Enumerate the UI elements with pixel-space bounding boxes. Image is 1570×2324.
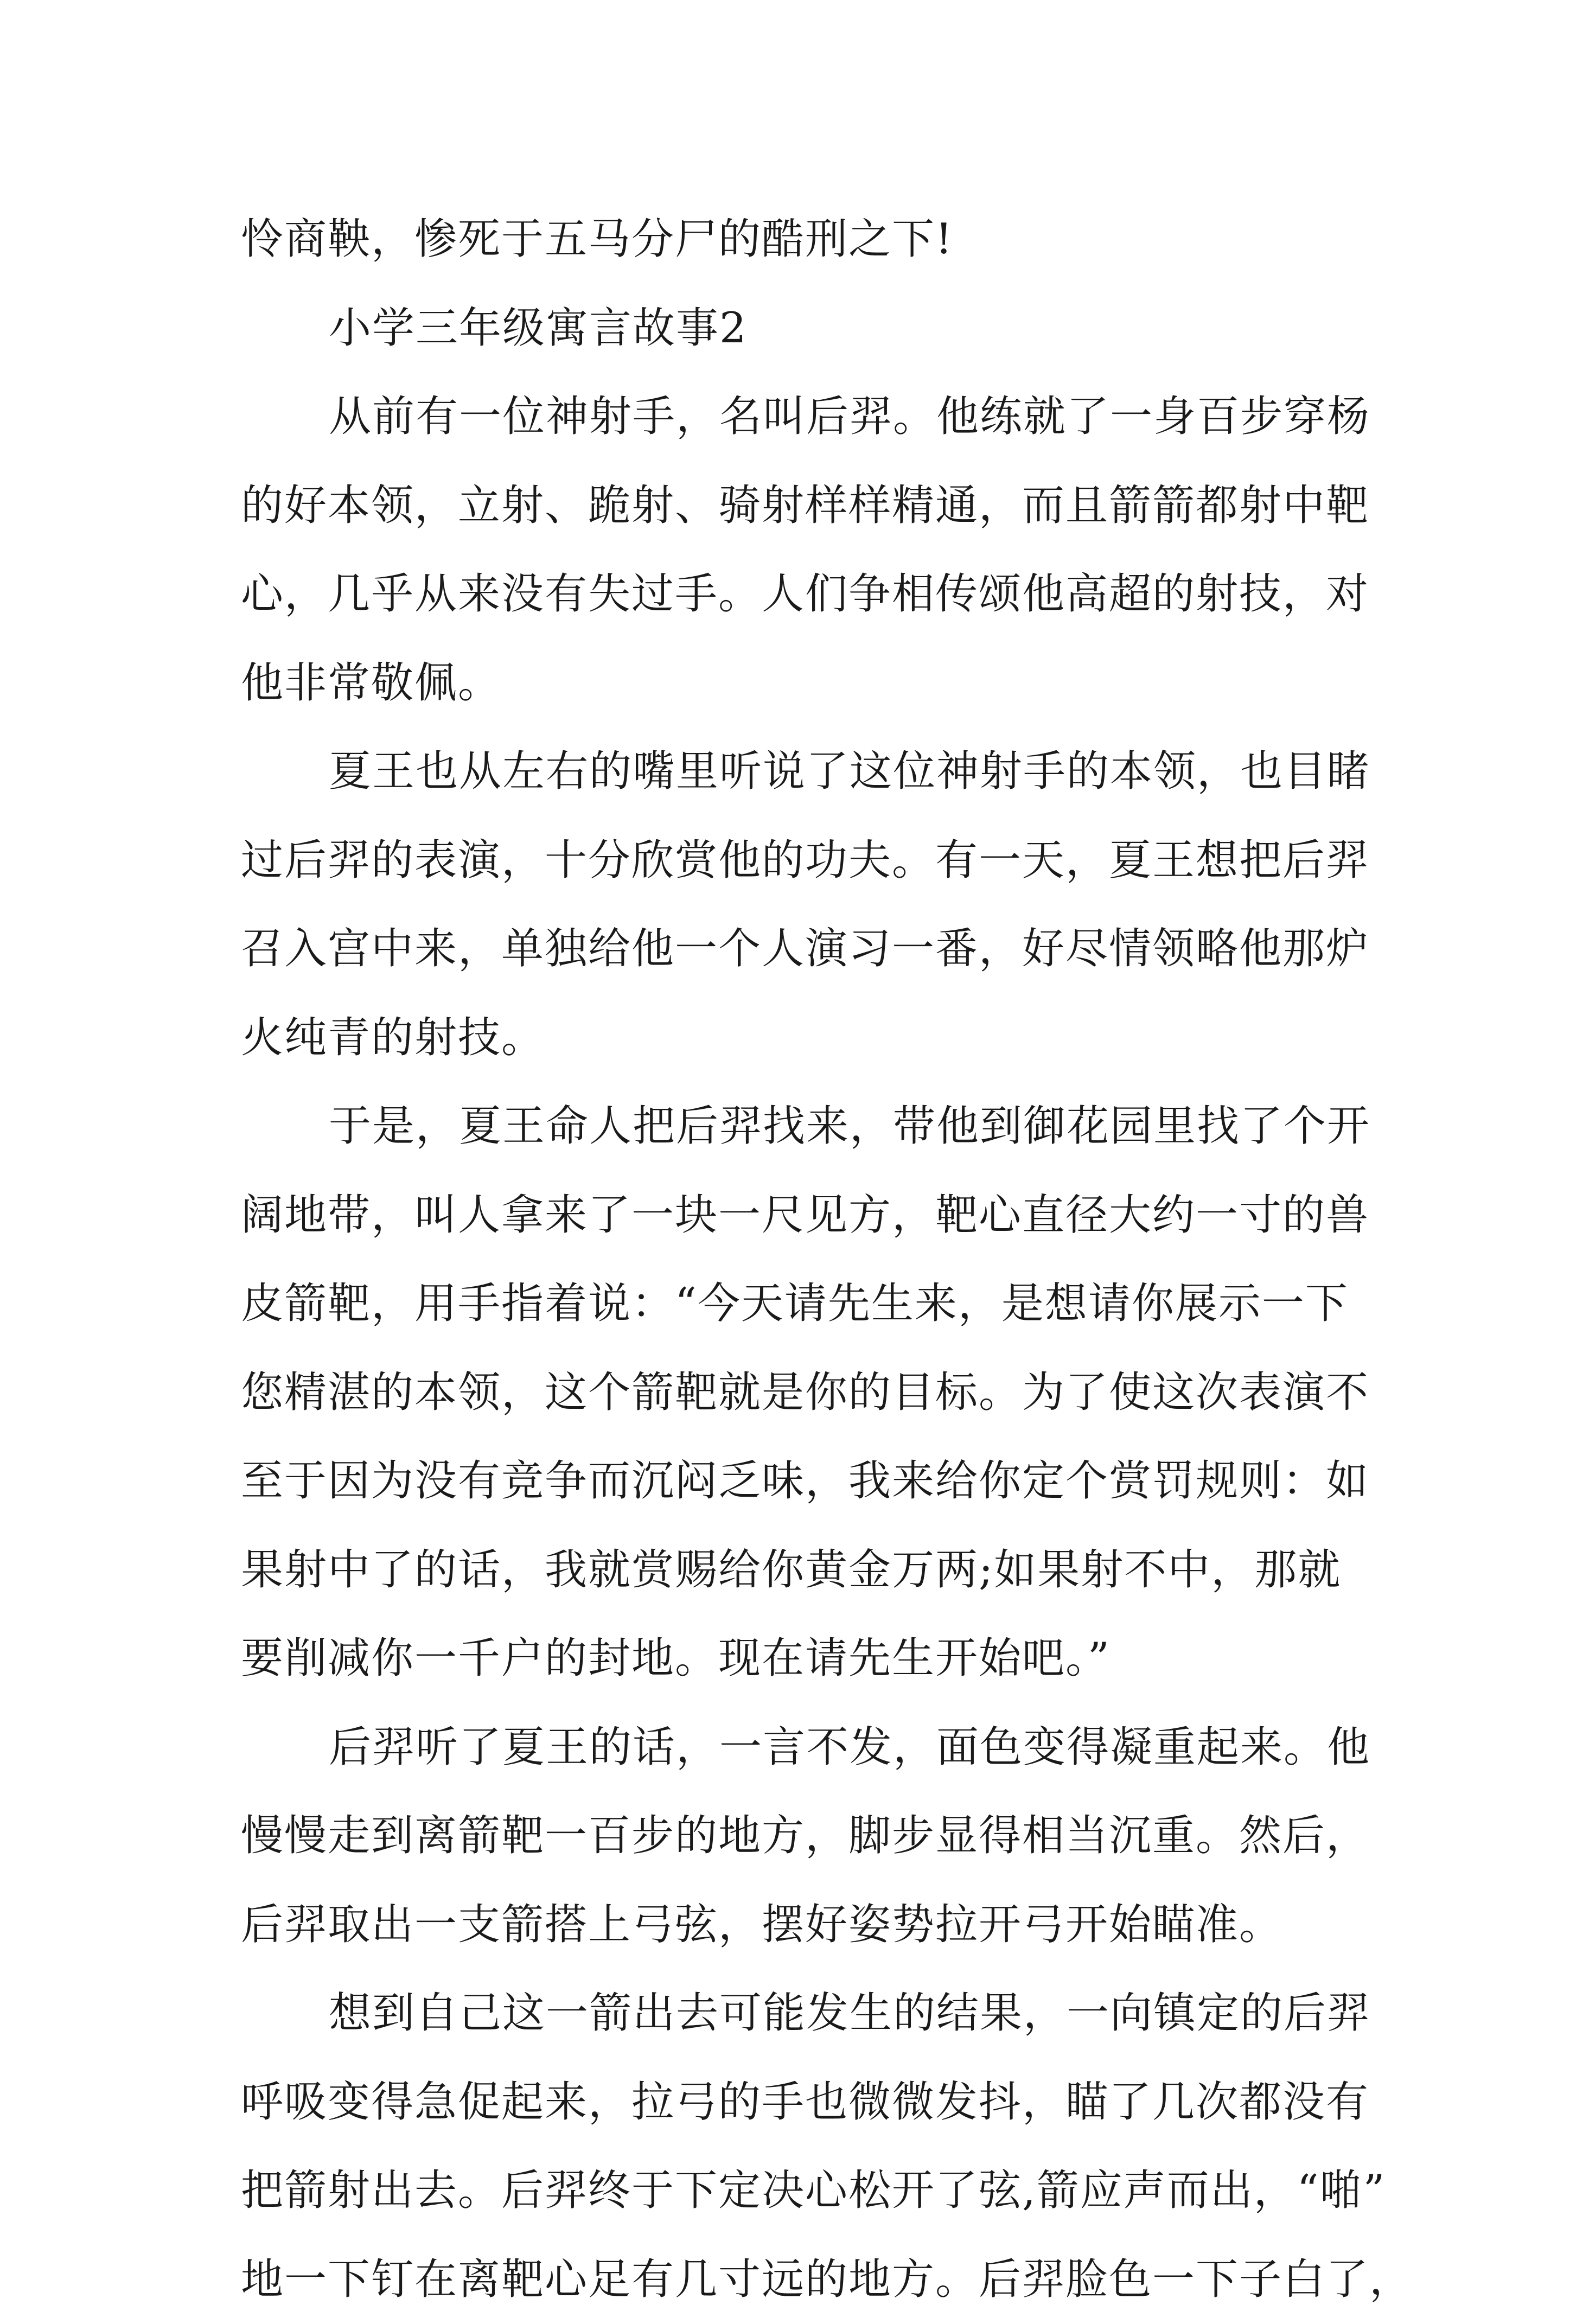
text-line: 过后羿的表演，十分欣赏他的功夫。有一天，夏王想把后羿 xyxy=(241,816,1348,905)
text-line: 火纯青的射技。 xyxy=(241,994,1348,1083)
text-line: 至于因为没有竞争而沉闷乏味，我来给你定个赏罚规则：如 xyxy=(241,1437,1348,1526)
text-line: 怜商鞅，惨死于五马分尸的酷刑之下! xyxy=(241,195,1348,284)
text-line: 果射中了的话，我就赏赐给你黄金万两;如果射不中，那就 xyxy=(241,1526,1348,1615)
text-line: 心，几乎从来没有失过手。人们争相传颂他高超的射技，对 xyxy=(241,550,1348,639)
text-line: 把箭射出去。后羿终于下定决心松开了弦,箭应声而出，“啪” xyxy=(241,2147,1348,2236)
text-line: 从前有一位神射手，名叫后羿。他练就了一身百步穿杨 xyxy=(241,373,1348,462)
text-line: 后羿取出一支箭搭上弓弦，摆好姿势拉开弓开始瞄准。 xyxy=(241,1881,1348,1970)
text-line: 想到自己这一箭出去可能发生的结果，一向镇定的后羿 xyxy=(241,1969,1348,2058)
text-line: 他非常敬佩。 xyxy=(241,639,1348,728)
text-line: 地一下钉在离靶心足有几寸远的地方。后羿脸色一下子白了， xyxy=(241,2236,1348,2324)
text-line: 召入宫中来，单独给他一个人演习一番，好尽情领略他那炉 xyxy=(241,905,1348,994)
text-line: 后羿听了夏王的话，一言不发，面色变得凝重起来。他 xyxy=(241,1703,1348,1792)
text-line: 夏王也从左右的嘴里听说了这位神射手的本领，也目睹 xyxy=(241,727,1348,816)
text-line: 的好本领，立射、跪射、骑射样样精通，而且箭箭都射中靶 xyxy=(241,462,1348,551)
document-body xyxy=(241,195,1348,2324)
text-line: 慢慢走到离箭靶一百步的地方，脚步显得相当沉重。然后， xyxy=(241,1792,1348,1881)
section-heading: 小学三年级寓言故事2 xyxy=(241,284,1348,373)
text-line: 皮箭靶，用手指着说：“今天请先生来，是想请你展示一下 xyxy=(241,1260,1348,1349)
text-line: 呼吸变得急促起来，拉弓的手也微微发抖，瞄了几次都没有 xyxy=(241,2058,1348,2147)
text-line: 您精湛的本领，这个箭靶就是你的目标。为了使这次表演不 xyxy=(241,1349,1348,1438)
text-line: 阔地带，叫人拿来了一块一尺见方，靶心直径大约一寸的兽 xyxy=(241,1171,1348,1260)
text-line: 要削减你一千户的封地。现在请先生开始吧。” xyxy=(241,1614,1348,1703)
text-line: 于是，夏王命人把后羿找来，带他到御花园里找了个开 xyxy=(241,1082,1348,1171)
